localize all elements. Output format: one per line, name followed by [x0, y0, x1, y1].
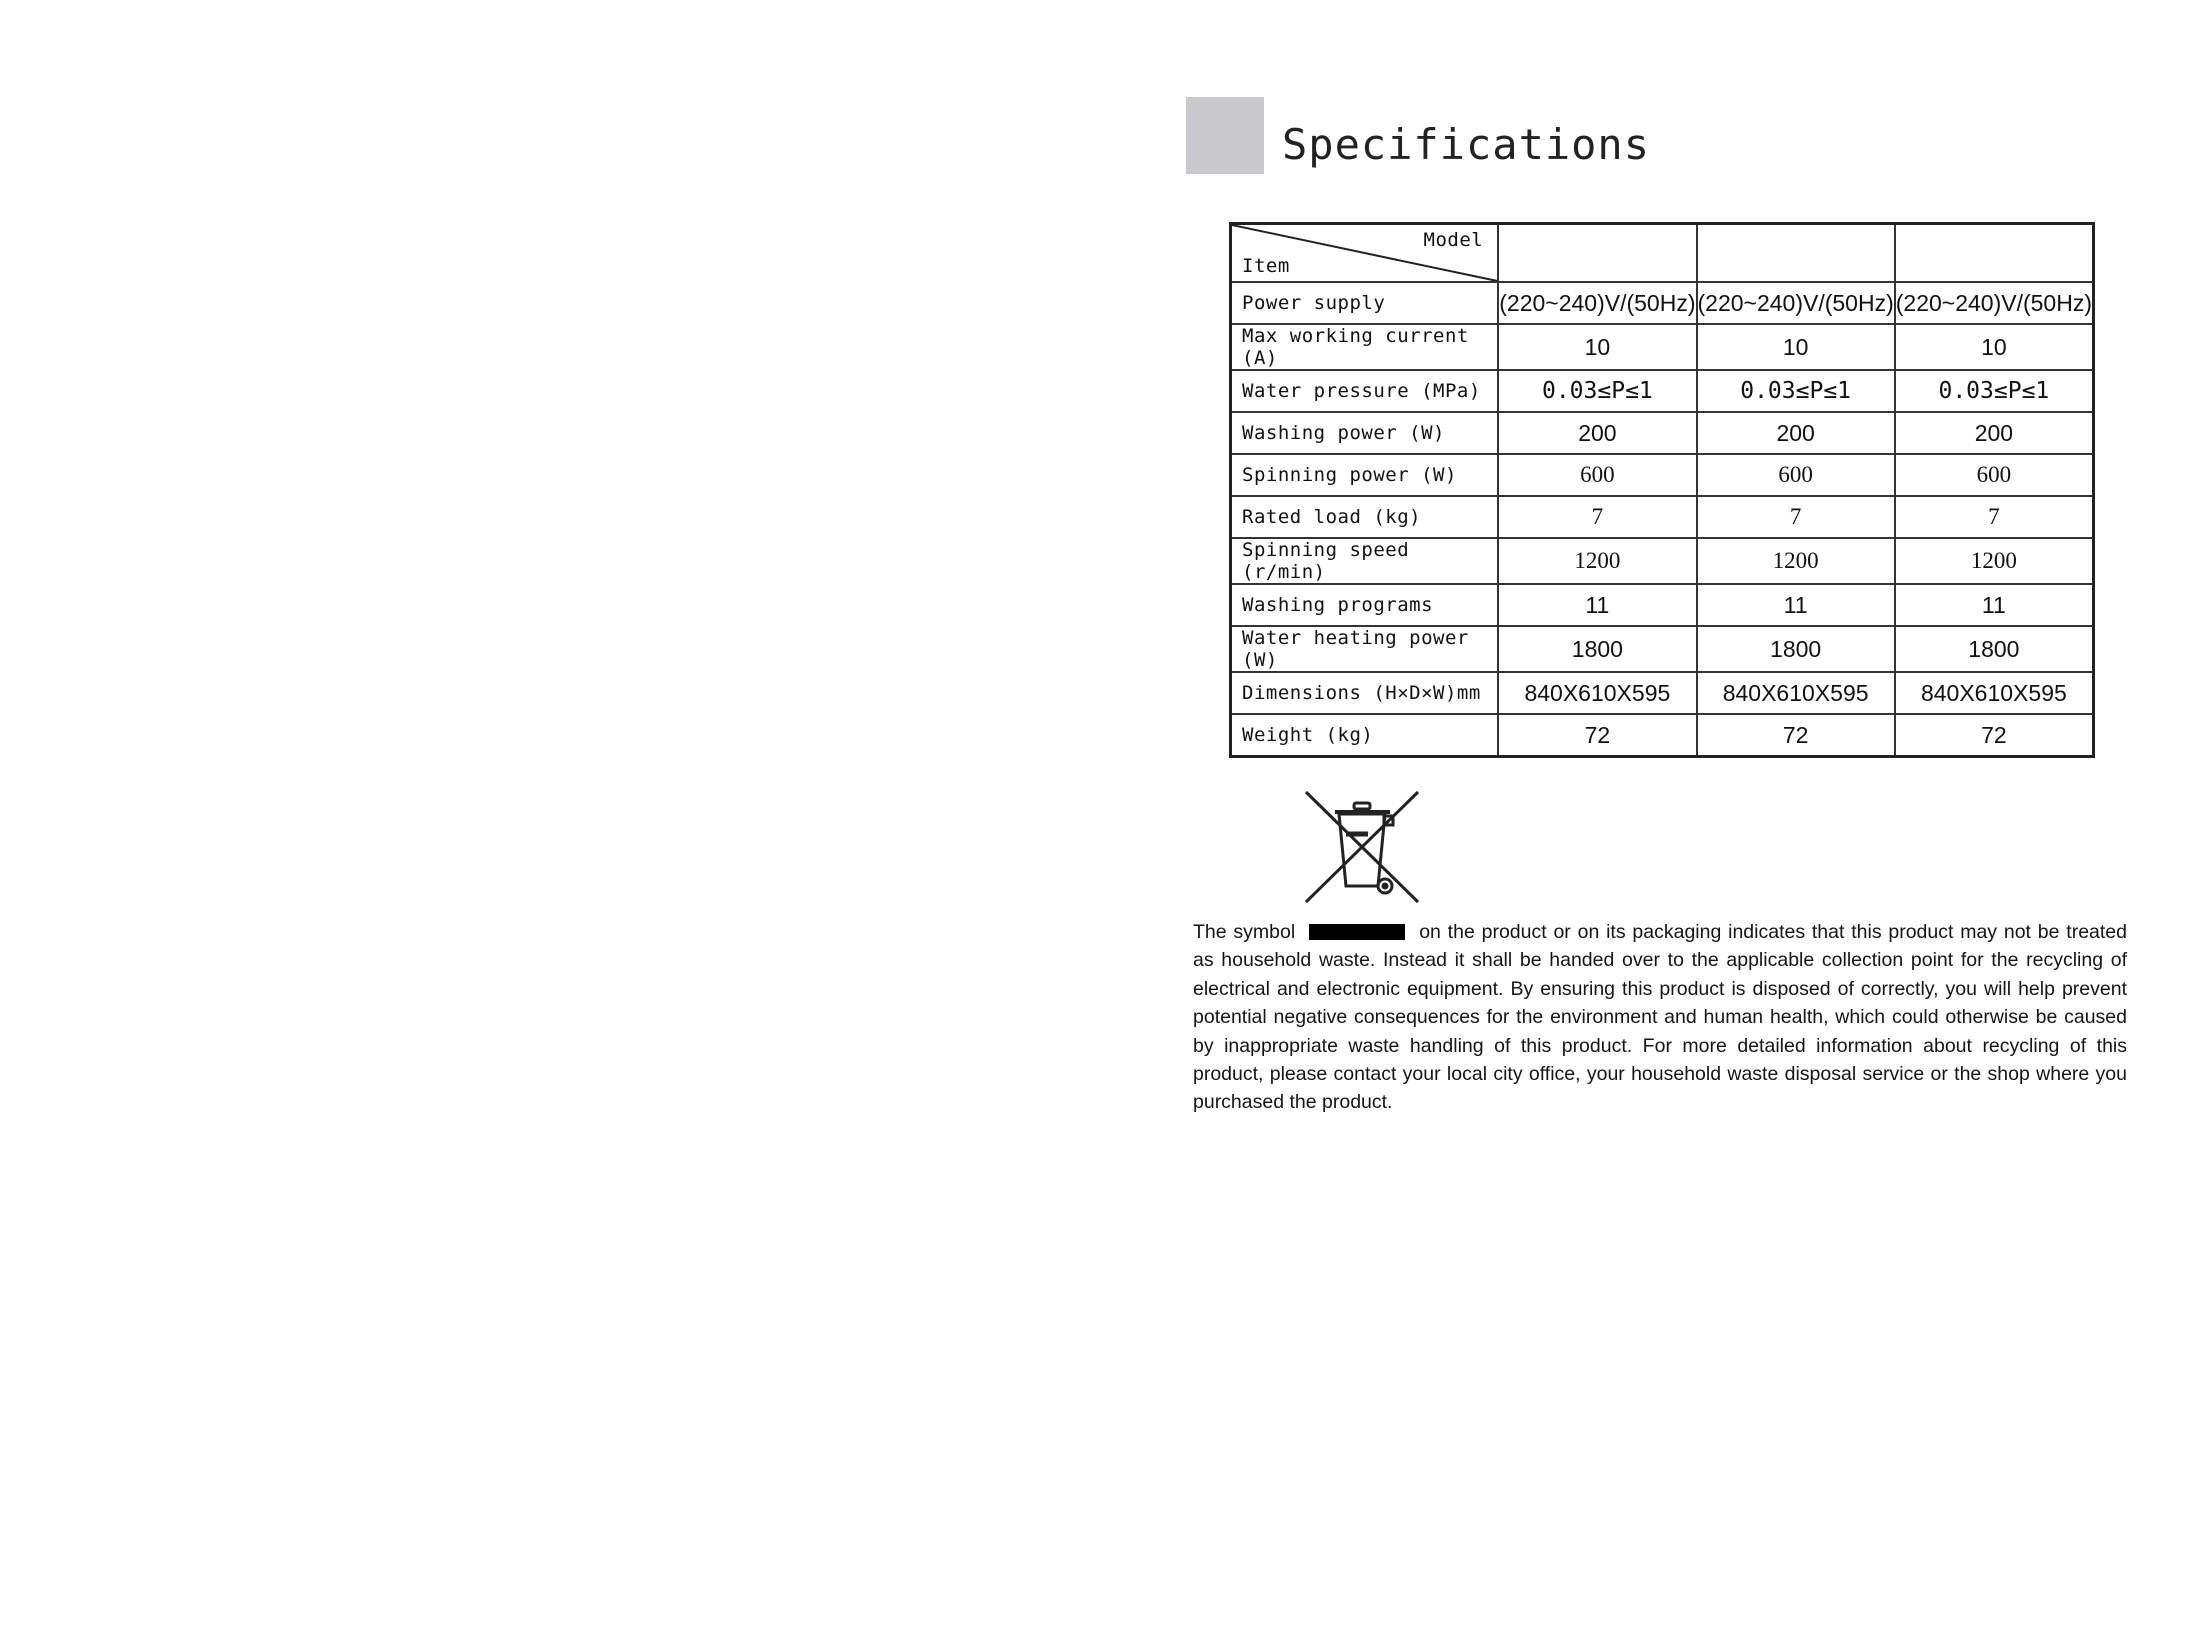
notice-text: on the product or on its packaging indicates that this product may not be treated as household waste. Instead it shall be handed over to the applicable collection point for the recycling of electrical and electronic equipment. By ensuring this product is disposed of correctly, you will help prevent potential negative consequences for the environment and human health, which could otherwise be caused by inappropriate waste handling of this product. For more detailed information about recycling of this product, please contact your local city office, your household waste disposal service or the shop where you purchased the product. — [1193, 921, 2127, 1114]
table-row — [1231, 626, 2094, 672]
spec-value-cell: (220~240)V/(50Hz) — [1697, 282, 1895, 324]
row-label: Max working current (A) — [1231, 324, 1499, 370]
spec-value-cell: 840X610X595 — [1895, 672, 2094, 714]
crossed-out-wheelie-bin-icon — [1302, 790, 1422, 906]
row-label: Spinning speed (r/min) — [1231, 538, 1499, 584]
notice-lead: The symbol — [1193, 921, 1296, 943]
spec-value-cell: 200 — [1697, 412, 1895, 454]
table-row — [1231, 324, 2094, 370]
specifications-table — [1229, 222, 2095, 758]
row-label: Washing power (W) — [1231, 412, 1499, 454]
weee-disposal-notice — [1193, 918, 2127, 1117]
row-label: Washing programs — [1231, 584, 1499, 626]
section-marker — [1186, 97, 1264, 174]
spec-value-cell: 10 — [1697, 324, 1895, 370]
table-row — [1231, 370, 2094, 412]
spec-value-cell: 0.03≤P≤1 — [1895, 370, 2094, 412]
spec-value-cell: (220~240)V/(50Hz) — [1895, 282, 2094, 324]
spec-value-cell: 72 — [1697, 714, 1895, 757]
spec-value-cell: 1800 — [1498, 626, 1696, 672]
spec-value-cell: 10 — [1498, 324, 1696, 370]
spec-value-cell: 200 — [1895, 412, 2094, 454]
table-row — [1231, 538, 2094, 584]
model-header-cell — [1895, 224, 2094, 283]
spec-value-cell: 0.03≤P≤1 — [1697, 370, 1895, 412]
table-row — [1231, 282, 2094, 324]
spec-value-cell: 1200 — [1498, 538, 1696, 584]
spec-value-cell: 600 — [1895, 454, 2094, 496]
table-row — [1231, 412, 2094, 454]
spec-value-cell: 600 — [1697, 454, 1895, 496]
table-row — [1231, 672, 2094, 714]
table-row — [1231, 496, 2094, 538]
spec-value-cell: 10 — [1895, 324, 2094, 370]
table-header-row — [1231, 224, 2094, 283]
spec-value-cell: 7 — [1697, 496, 1895, 538]
row-label: Dimensions (H×D×W)mm — [1231, 672, 1499, 714]
spec-value-cell: 11 — [1498, 584, 1696, 626]
spec-value-cell: 200 — [1498, 412, 1696, 454]
spec-value-cell: (220~240)V/(50Hz) — [1498, 282, 1696, 324]
model-header-cell — [1697, 224, 1895, 283]
row-label: Water pressure (MPa) — [1231, 370, 1499, 412]
spec-value-cell: 11 — [1895, 584, 2094, 626]
table-row — [1231, 714, 2094, 757]
header-item-label: Item — [1242, 255, 1290, 277]
spec-value-cell: 1200 — [1697, 538, 1895, 584]
row-label: Weight (kg) — [1231, 714, 1499, 757]
table-row — [1231, 454, 2094, 496]
spec-value-cell: 11 — [1697, 584, 1895, 626]
spec-value-cell: 1200 — [1895, 538, 2094, 584]
table-row — [1231, 584, 2094, 626]
spec-value-cell: 7 — [1895, 496, 2094, 538]
spec-value-cell: 0.03≤P≤1 — [1498, 370, 1696, 412]
spec-value-cell: 7 — [1498, 496, 1696, 538]
spec-value-cell: 1800 — [1895, 626, 2094, 672]
row-label: Spinning power (W) — [1231, 454, 1499, 496]
row-label: Rated load (kg) — [1231, 496, 1499, 538]
spec-value-cell: 840X610X595 — [1697, 672, 1895, 714]
spec-value-cell: 600 — [1498, 454, 1696, 496]
page-title: Specifications — [1282, 120, 1651, 169]
row-label: Water heating power (W) — [1231, 626, 1499, 672]
model-header-cell — [1498, 224, 1696, 283]
row-label: Power supply — [1231, 282, 1499, 324]
spec-value-cell: 72 — [1498, 714, 1696, 757]
spec-value-cell: 840X610X595 — [1498, 672, 1696, 714]
diagonal-header-cell — [1231, 224, 1499, 283]
redacted-symbol-bar — [1309, 924, 1405, 940]
spec-value-cell: 72 — [1895, 714, 2094, 757]
header-model-label: Model — [1423, 229, 1484, 251]
spec-value-cell: 1800 — [1697, 626, 1895, 672]
